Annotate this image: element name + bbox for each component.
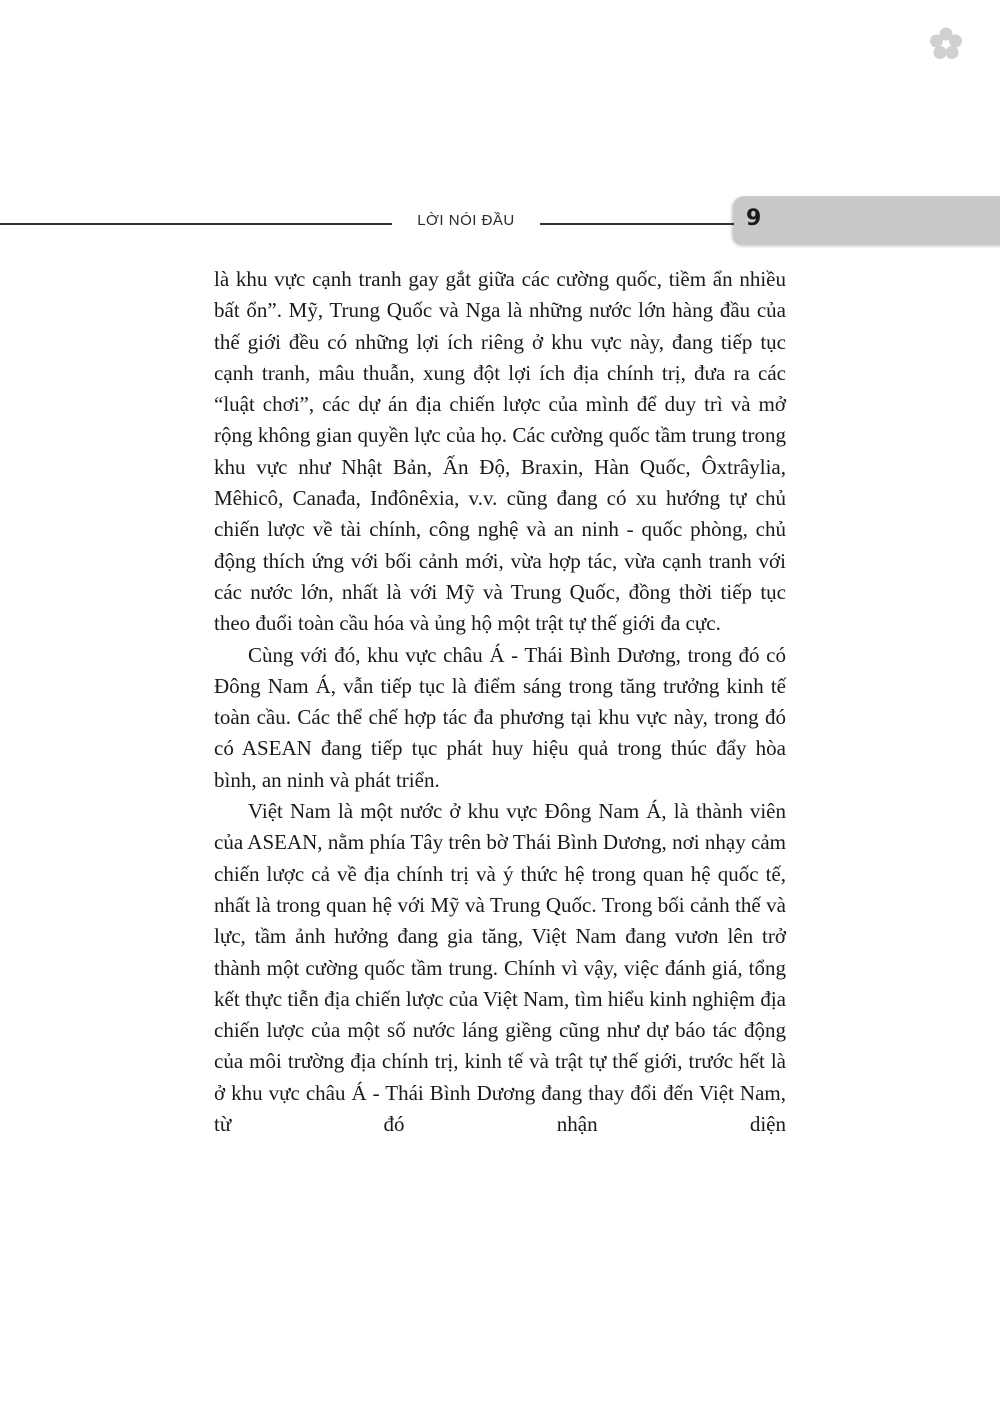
header-rule-right <box>540 223 736 225</box>
page-number: 9 <box>746 206 762 231</box>
paragraph-2: Cùng với đó, khu vực châu Á - Thái Bình Dương, trong đó có Đông Nam Á, vẫn tiếp tục là điểm sáng trong tăng trưởng kinh tế toàn cầu. Các thể chế hợp tác đa phương tại khu vực này, trong đó có ASEAN đang tiếp tục phát huy hiệu quả trong thúc đẩy hòa bình, an ninh và phát triển. <box>214 642 786 792</box>
paragraph-1: là khu vực cạnh tranh gay gắt giữa các cường quốc, tiềm ẩn nhiều bất ổn”. Mỹ, Trung Quốc và Nga là những nước lớn hàng đầu của thế giới đều có những lợi ích riêng ở khu vực này, đang tiếp tục cạnh tranh, mâu thuẫn, xung đột lợi ích địa chính trị, đưa ra các “luật chơi”, các dự án địa chiến lược của mình để duy trì và mở rộng không gian quyền lực của họ. Các cường quốc tầm trung trong khu vực như Nhật Bản, Ấn Độ, Braxin, Hàn Quốc, Ôxtrâylia, Mêhicô, Canađa, Inđônêxia, v.v. cũng đang có xu hướng tự chủ chiến lược về tài chính, công nghệ và an ninh - quốc phòng, chủ động thích ứng với bối cảnh mới, vừa hợp tác, vừa cạnh tranh với các nước lớn, nhất là với Mỹ và Trung Quốc, đồng thời tiếp tục theo đuổi toàn cầu hóa và ủng hộ một trật tự thế giới đa cực. <box>214 267 786 636</box>
body-text <box>214 264 786 1140</box>
page-number-tab <box>734 196 1000 244</box>
paragraph-3: Việt Nam là một nước ở khu vực Đông Nam Á, là thành viên của ASEAN, nằm phía Tây trên bờ Thái Bình Dương, nơi nhạy cảm chiến lược cả về địa chính trị và ý thức hệ trong quan hệ quốc tế, nhất là trong quan hệ với Mỹ và Trung Quốc. Trong bối cảnh thế và lực, tầm ảnh hưởng đang gia tăng, Việt Nam đang vươn lên trở thành một cường quốc tầm trung. Chính vì vậy, việc đánh giá, tổng kết thực tiễn địa chiến lược của Việt Nam, tìm hiểu kinh nghiệm địa chiến lược của một số nước láng giềng cũng như dự báo tác động của môi trường địa chính trị, kinh tế và trật tự thế giới, trước hết là ở khu vực châu Á - Thái Bình Dương đang thay đổi đến Việt Nam, từ đó nhận diện <box>214 799 786 1137</box>
running-header-title: LỜI NÓI ĐẦU <box>417 212 515 229</box>
header-rule-left <box>0 223 392 225</box>
flower-icon <box>928 26 964 62</box>
